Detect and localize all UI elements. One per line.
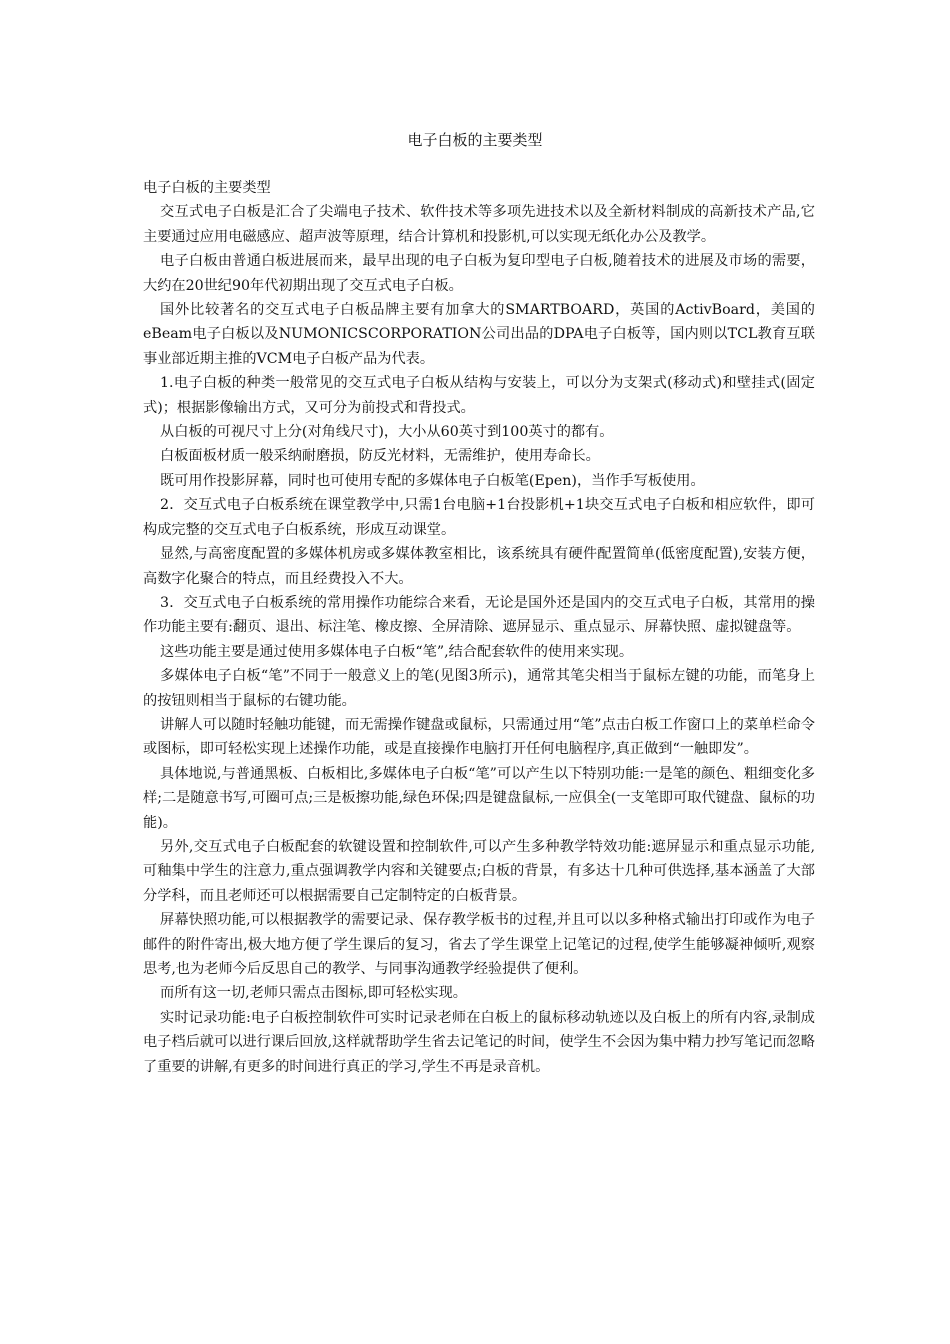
paragraph: 3．交互式电子白板系统的常用操作功能综合来看，无论是国外还是国内的交互式电子白板，其常用的操作功能主要有:翻页、退出、标注笔、橡皮擦、全屏清除、遮屏显示、重点显示、屏幕快照、虚拟键盘等。 — [143, 594, 815, 636]
paragraph: 交互式电子白板是汇合了尖端电子技术、软件技术等多项先进技术以及全新材料制成的高新技术产品,它主要通过应用电磁感应、超声波等原理，结合计算机和投影机,可以实现无纸化办公及教学。 — [143, 204, 815, 245]
paragraph: 1.电子白板的种类一般常见的交互式电子白板从结构与安装上，可以分为支架式(移动式)和壁挂式(固定式)；根据影像输出方式，又可分为前投式和背投式。 — [143, 375, 815, 416]
paragraph: 白板面板材质一般采纳耐磨损，防反光材料，无需维护，使用寿命长。 — [160, 448, 600, 465]
section-heading: 电子白板的主要类型 — [143, 180, 271, 196]
paragraph: 既可用作投影屏幕，同时也可使用专配的多媒体电子白板笔(Epen)，当作手写板使用。 — [160, 472, 705, 489]
paragraph: 国外比较著名的交互式电子白板品牌主要有加拿大的SMARTBOARD，英国的ActivBoard，美国的eBeam电子白板以及NUMONICSCORPORATION公司出品的DPA电子白板等，国内则以TCL教育互联事业部近期主推的VCM电子白板产品为代表。 — [143, 302, 815, 367]
paragraph: 从白板的可视尺寸上分(对角线尺寸)，大小从60英寸到100英寸的都有。 — [160, 424, 614, 441]
paragraph: 这些功能主要是通过使用多媒体电子白板“笔”,结合配套软件的使用来实现。 — [160, 643, 634, 660]
paragraph: 具体地说,与普通黑板、白板相比,多媒体电子白板“笔”可以产生以下特别功能:一是笔的颜色、粗细变化多样;二是随意书写,可圈可点;三是板擦功能,绿色环保;四是键盘鼠标,一应俱全(一支笔即可取代键盘、鼠标的功能)。 — [143, 765, 815, 831]
document-body — [143, 176, 815, 1079]
paragraph: 另外,交互式电子白板配套的软键设置和控制软件,可以产生多种教学特效功能:遮屏显示和重点显示功能,可釉集中学生的注意力,重点强调教学内容和关键要点;白板的背景，有多达十几种可供选择,基本涵盖了大部分学科，而且老师还可以根据需要自己定制特定的白板背景。 — [143, 838, 815, 904]
paragraph: 多媒体电子白板“笔”不同于一般意义上的笔(见图3所示)，通常其笔尖相当于鼠标左键的功能，而笔身上的按钮则相当于鼠标的右键功能。 — [143, 668, 815, 709]
paragraph: 电子白板由普通白板进展而来，最早出现的电子白板为复印型电子白板,随着技术的进展及市场的需要，大约在20世纪90年代初期出现了交互式电子白板。 — [143, 253, 815, 294]
paragraph: 讲解人可以随时轻触功能键，而无需操作键盘或鼠标，只需通过用“笔”点击白板工作窗口上的菜单栏命令或图标，即可轻松实现上述操作功能，或是直接操作电脑打开任何电脑程序,真正做到“一触即发”。 — [143, 716, 815, 758]
paragraph: 2．交互式电子白板系统在课堂教学中,只需1台电脑+1台投影机+1块交互式电子白板和相应软件，即可构成完整的交互式电子白板系统，形成互动课堂。 — [143, 497, 815, 538]
paragraph: 而所有这一切,老师只需点击图标,即可轻松实现。 — [160, 985, 467, 1002]
paragraph: 屏幕快照功能,可以根据教学的需要记录、保存教学板书的过程,并且可以以多种格式输出打印或作为电子邮件的附件寄出,极大地方便了学生课后的复习，省去了学生课堂上记笔记的过程,使学生能够凝神倾听,观察思考,也为老师今后反思自己的教学、与同事沟通教学经验提供了便利。 — [143, 912, 815, 977]
paragraph: 实时记录功能:电子白板控制软件可实时记录老师在白板上的鼠标移动轨迹以及白板上的所有内容,录制成电子档后就可以进行课后回放,这样就帮助学生省去记笔记的时间，使学生不会因为集中精力抄写笔记而忽略了重要的讲解,有更多的时间进行真正的学习,学生不再是录音机。 — [143, 1009, 815, 1075]
paragraph: 显然,与高密度配置的多媒体机房或多媒体教室相比，该系统具有硬件配置简单(低密度配置),安装方便，高数字化聚合的特点，而且经费投入不大。 — [143, 546, 815, 587]
document-title: 电子白板的主要类型 — [407, 131, 543, 149]
